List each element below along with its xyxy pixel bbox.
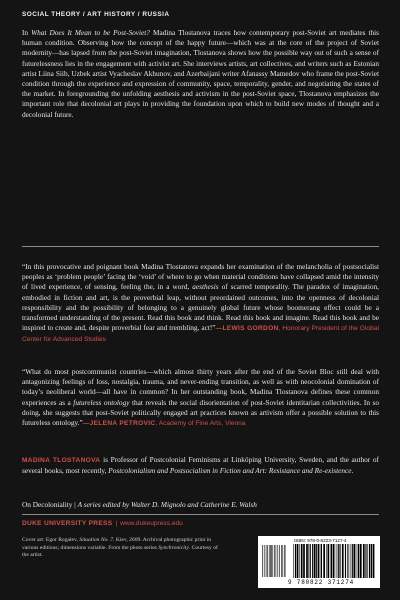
barcode-bar	[333, 544, 335, 578]
barcode-bar	[306, 544, 308, 578]
barcode-bar	[338, 544, 339, 578]
barcode-bar	[297, 544, 299, 578]
cover-art-credit: Cover art: Egor Rogalev, Situation No. 7. Kiev, 2009. Archival photographic print in various editions; dimensions variable. From the photo series Synchronicity. Courtesy of the artist.	[22, 537, 218, 559]
barcode-bar	[318, 544, 319, 578]
barcode-bar	[365, 544, 366, 578]
barcode-bar	[323, 544, 325, 578]
barcode-bar	[331, 544, 333, 578]
barcode-bar	[326, 544, 327, 578]
barcode-bar	[316, 544, 317, 578]
endorsement-quote-2: “What do most postcommunist countries—which almost thirty years after the end of the Soviet Bloc still deal with antagonizing feelings of loss, nostalgia, trauma, and never-ending transition, as well as with neocolonial domination of today’s neoliberal world—all have in common? In her outstanding book, Madina Tlostanova defines these common experiences as a futureless ontology that reveals the social disorientation of post-Soviet identitarian collectivities. In so doing, she suggests that post-Soviet politically engaged art practices known as artivism offer a possible solution to this futureless ontology.”—JELENA PETROVIC, Academy of Fine Arts, Vienna	[22, 367, 379, 428]
barcode-bar	[266, 545, 267, 577]
barcode-bar	[356, 544, 357, 578]
barcode-bar	[281, 545, 282, 577]
endorser-name: LEWIS GORDON	[222, 325, 279, 333]
ean-barcode	[293, 544, 375, 578]
barcode-bar	[262, 545, 263, 577]
barcode-bar	[342, 544, 344, 578]
barcode-bar	[363, 544, 365, 578]
barcode-digits: 9 780822 371274	[288, 579, 355, 586]
barcode-bar	[303, 544, 305, 578]
author-name: MADINA TLOSTANOVA	[22, 457, 101, 464]
publisher-name: DUKE UNIVERSITY PRESS	[22, 520, 113, 527]
barcode-bar	[264, 545, 265, 577]
barcode-bar	[310, 544, 311, 578]
barcode-bar	[320, 544, 321, 578]
barcode-bar	[347, 544, 348, 578]
barcode-bar	[308, 544, 309, 578]
barcode-bar	[270, 545, 271, 577]
endorsement-quote-1: “In this provocative and poignant book Madina Tlostanova expands her examination of the melancholia of postsocialist peoples as ‘problem people’ facing the ‘void’ of where to go when material conditions have collapsed amid the intensity of lived experience, of sensing, feeling the, in a word, aesthesis of scarred temporality. The paradox of imagination, embodied in fiction and art, is the proverbial leap, without preordained outcomes, into the openness of decolonial responsibility and the possibility of belonging to a genuinely global future whose boomerang effect could be a transformed understanding of the present. Read this book and think. Read this book and imagine. Read this book and be inspired to create and, despite proverbial fear and trembling, act!”—LEWIS GORDON, Honorary President of the Global Center for Advanced Studies	[22, 262, 380, 344]
book-description: In What Does It Mean to be Post-Soviet? Madina Tlostanova traces how contemporary post-Soviet art mediates this human condition. Observing how the concept of the happy future—which was at the core of the project of Soviet modernity—has lapsed from the post-Soviet imagination, Tlostanova shows how the possible way out of such a sense of futurelessness lies in the engagement with activist art. She interviews artists, art collectives, and writers such as Estonian artist Liina Siib, Uzbek artist Vyacheslav Akhunov, and Azerbaijani writer Afanassy Mamedov who frame the post-Soviet condition through the experience and expression of community, space, temporality, gender, and negotiating the states of the market. In foregrounding the unfolding aesthesis and activism in the post-Soviet space, Tlostanova emphasizes the important role that decolonial art plays in providing the foundation upon which to build new modes of thought and a decolonial future.	[22, 28, 380, 119]
author-bio: MADINA TLOSTANOVA is Professor of Postcolonial Feminisms at Linköping University, Sweden, and the author of several books, most recently, Postcolonialism and Postsocialism in Fiction and Art: Resistance and Re-existence.	[22, 455, 379, 476]
barcode-bar	[284, 545, 285, 577]
endorser-affiliation: , Honorary President of the Global Center for Advanced Studies	[22, 325, 379, 344]
publisher-line: DUKE UNIVERSITY PRESS | www.dukeupress.edu	[22, 520, 183, 527]
barcode-bar	[352, 544, 353, 578]
isbn-label: ISBN: 978-0-8223-7127-4	[294, 538, 347, 543]
barcode-bar	[312, 544, 313, 578]
barcode-bar	[301, 544, 303, 578]
barcode-bar	[369, 544, 370, 578]
publisher-url: www.dukeupress.edu	[120, 520, 183, 527]
barcode-bar	[358, 544, 360, 578]
barcode-bar	[279, 545, 280, 577]
barcode-bar	[373, 544, 374, 578]
barcode-bar	[278, 545, 279, 577]
barcode-bar	[276, 545, 277, 577]
barcode-bar	[339, 544, 340, 578]
barcode-bar	[299, 544, 300, 578]
category-label: SOCIAL THEORY / ART HISTORY / RUSSIA	[22, 11, 170, 18]
barcode-bar	[366, 544, 367, 578]
barcode-bar	[283, 545, 284, 577]
series-info: On Decoloniality | A series edited by Walter D. Mignolo and Catherine E. Walsh	[22, 500, 257, 509]
isbn-barcode	[258, 536, 380, 588]
barcode-bar	[314, 544, 316, 578]
barcode-bar	[321, 544, 322, 578]
barcode-bar	[271, 545, 272, 577]
barcode-bar	[269, 545, 270, 577]
book-title: What Does It Mean to be Post-Soviet?	[31, 28, 150, 37]
barcode-bar	[336, 544, 337, 578]
divider-bottom	[22, 514, 379, 515]
barcode-bar	[360, 544, 362, 578]
barcode-bar	[267, 545, 268, 577]
barcode-bar	[371, 544, 373, 578]
barcode-bar	[274, 545, 275, 577]
barcode-bar	[328, 544, 330, 578]
endorser-name: JELENA PETROVIC	[89, 420, 156, 428]
barcode-bar	[350, 544, 351, 578]
barcode-bar	[345, 544, 346, 578]
divider-top	[22, 246, 379, 247]
barcode-bar	[353, 544, 355, 578]
endorser-affiliation: , Academy of Fine Arts, Vienna	[155, 420, 246, 428]
barcode-bar	[273, 545, 274, 577]
barcode-bar	[295, 544, 296, 578]
price-barcode	[262, 545, 286, 577]
barcode-bar	[293, 544, 294, 578]
